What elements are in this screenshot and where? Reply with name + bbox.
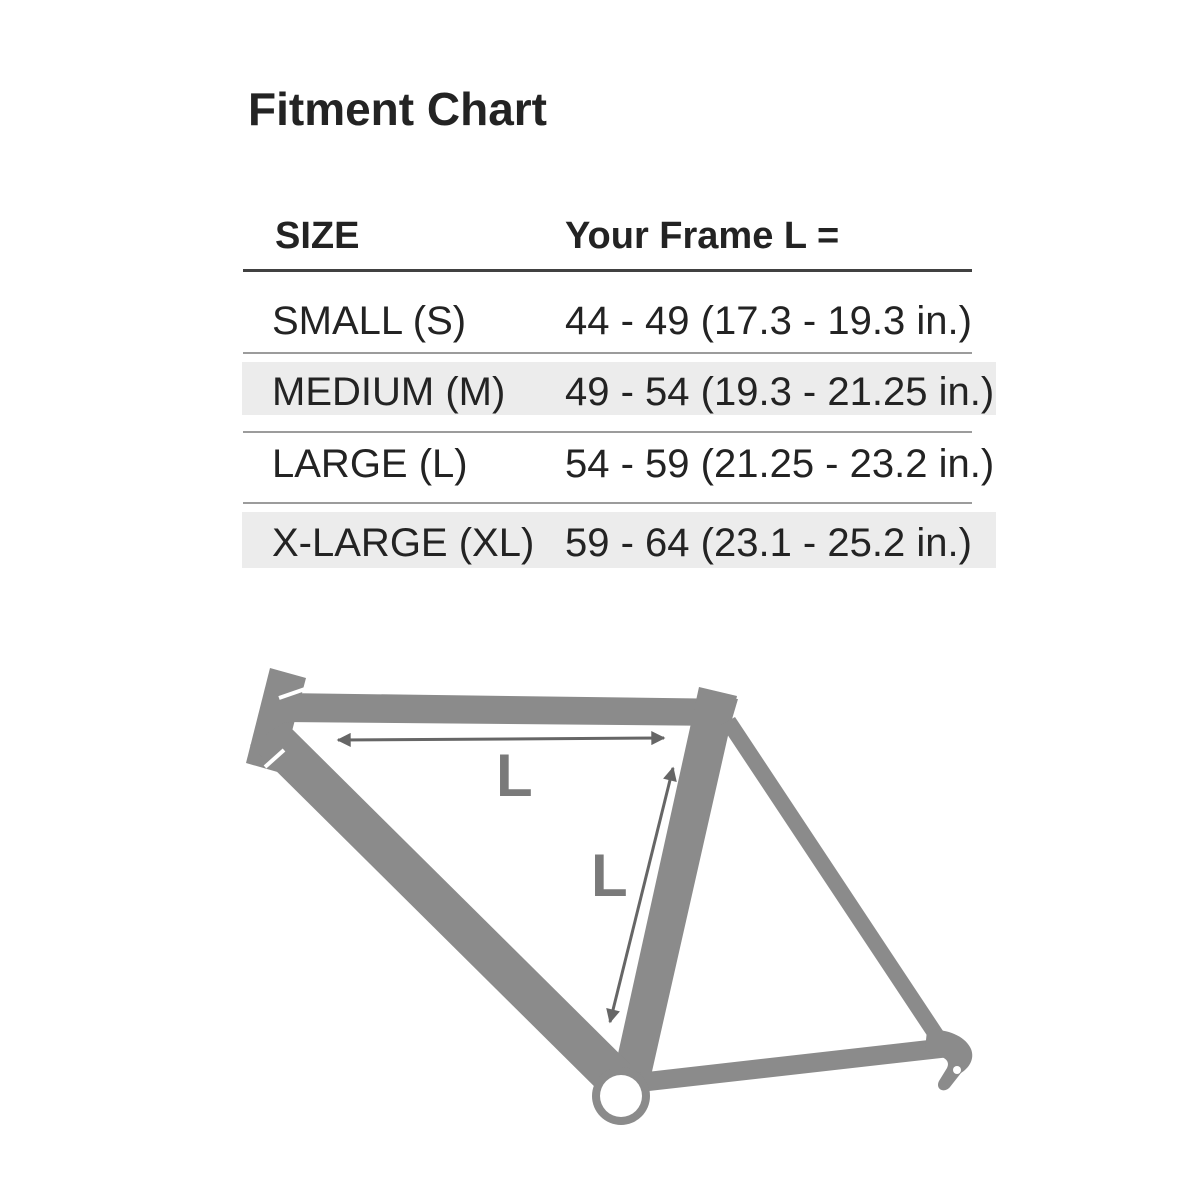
size-cell: X-LARGE (XL) — [272, 521, 535, 565]
size-cell: LARGE (L) — [272, 442, 468, 486]
dropout-notch — [953, 1066, 961, 1074]
top-tube-length-label: L — [496, 742, 533, 809]
range-cell: 54 - 59 (21.25 - 23.2 in.) — [565, 442, 995, 486]
seat-tube — [610, 687, 737, 1098]
seat-tube-length-label: L — [591, 842, 628, 909]
size-cell: SMALL (S) — [272, 299, 467, 343]
top-tube-measure-arrow — [338, 738, 664, 740]
bottom-bracket-shell — [600, 1075, 642, 1117]
page-title: Fitment Chart — [248, 83, 547, 135]
column-header-size: SIZE — [275, 215, 360, 257]
size-cell: MEDIUM (M) — [272, 370, 506, 414]
column-header-frame-length: Your Frame L = — [565, 215, 840, 257]
chain-stay — [638, 1038, 950, 1092]
top-tube — [282, 693, 738, 726]
down-tube — [250, 722, 644, 1102]
seat-stay — [721, 717, 949, 1049]
range-cell: 44 - 49 (17.3 - 19.3 in.) — [565, 299, 972, 343]
range-cell: 59 - 64 (23.1 - 25.2 in.) — [565, 521, 972, 565]
rear-dropout — [925, 1030, 972, 1091]
range-cell: 49 - 54 (19.3 - 21.25 in.) — [565, 370, 995, 414]
